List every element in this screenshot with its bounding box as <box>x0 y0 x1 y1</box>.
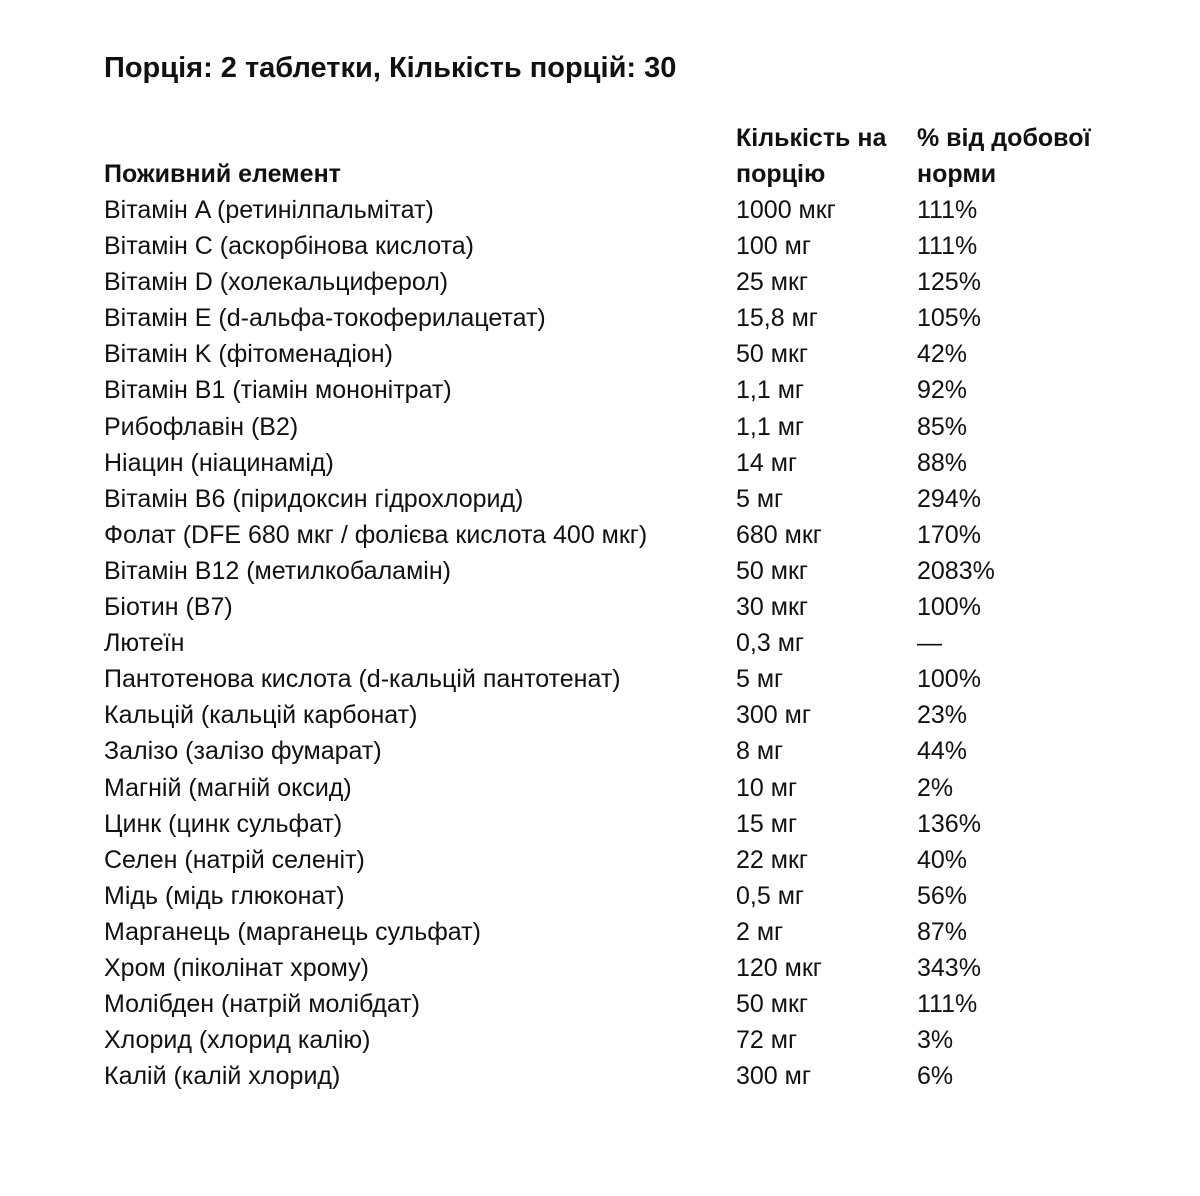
table-row <box>104 372 1164 408</box>
nutrient-name: Біотин (B7) <box>104 593 233 622</box>
daily-value-percent: 85% <box>917 412 968 441</box>
nutrient-name: Пантотенова кислота (d-кальцій пантотенат) <box>104 665 621 694</box>
nutrient-name: Вітамін B12 (метилкобаламін) <box>104 556 451 585</box>
amount-per-serving: 1,1 мг <box>736 376 805 405</box>
amount-per-serving: 10 мг <box>736 773 798 802</box>
daily-value-percent: 56% <box>917 881 968 910</box>
table-row <box>104 445 1164 481</box>
daily-value-percent: 294% <box>917 484 981 513</box>
table-row <box>104 1058 1164 1094</box>
amount-per-serving: 2 мг <box>736 917 784 946</box>
daily-value-percent: 136% <box>917 809 981 838</box>
amount-per-serving: 0,3 мг <box>736 629 805 658</box>
daily-value-percent: 42% <box>917 340 968 369</box>
nutrient-name: Лютеїн <box>104 629 185 658</box>
daily-value-percent: 111% <box>917 232 978 261</box>
table-row <box>104 806 1164 842</box>
nutrient-name: Марганець (марганець сульфат) <box>104 917 481 946</box>
amount-per-serving: 300 мг <box>736 701 811 730</box>
amount-per-serving: 1000 мкг <box>736 196 836 224</box>
amount-per-serving: 5 мг <box>736 484 784 513</box>
amount-per-serving: 15,8 мг <box>736 304 818 333</box>
amount-per-serving: 1,1 мг <box>736 412 805 441</box>
table-row <box>104 336 1164 372</box>
header-nutrient: Поживний елемент <box>104 160 341 188</box>
nutrient-name: Залізо (залізо фумарат) <box>104 737 382 766</box>
daily-value-percent: 105% <box>917 304 981 333</box>
amount-per-serving: 25 мкг <box>736 268 808 297</box>
amount-per-serving: 14 мг <box>736 448 798 477</box>
nutrient-name: Вітамін B1 (тіамін мононітрат) <box>104 376 452 405</box>
amount-per-serving: 15 мг <box>736 809 798 838</box>
daily-value-percent: 170% <box>917 520 981 549</box>
table-row <box>104 661 1164 697</box>
daily-value-percent: 23% <box>917 701 968 730</box>
nutrient-name: Молібден (натрій молібдат) <box>104 990 420 1019</box>
serving-title: Порція: 2 таблетки, Кількість порцій: 30 <box>104 52 677 84</box>
table-row <box>104 589 1164 625</box>
table-row <box>104 878 1164 914</box>
amount-per-serving: 72 мг <box>736 1026 798 1055</box>
daily-value-percent: 343% <box>917 953 981 982</box>
nutrient-name: Ніацин (ніацинамід) <box>104 448 334 477</box>
nutrient-name: Рибофлавін (B2) <box>104 412 299 441</box>
nutrient-name: Калій (калій хлорид) <box>104 1062 341 1091</box>
header-amount: Кількість на порцію <box>736 124 887 188</box>
nutrient-name: Мідь (мідь глюконат) <box>104 881 345 910</box>
daily-value-percent: 2083% <box>917 556 995 585</box>
daily-value-percent: 100% <box>917 665 981 694</box>
amount-per-serving: 50 мкг <box>736 990 808 1019</box>
daily-value-percent: 87% <box>917 917 968 946</box>
table-row <box>104 950 1164 986</box>
table-row <box>104 733 1164 769</box>
nutrient-name: Селен (натрій селеніт) <box>104 845 365 874</box>
nutrient-name: Фолат (DFE 680 мкг / фолієва кислота 400 мкг) <box>104 520 648 549</box>
nutrient-name: Вітамін E (d-альфа-токоферилацетат) <box>104 304 546 333</box>
amount-per-serving: 0,5 мг <box>736 881 805 910</box>
table-row <box>104 625 1164 661</box>
amount-per-serving: 120 мкг <box>736 953 822 982</box>
nutrient-name: Хром (піколінат хрому) <box>104 953 369 982</box>
daily-value-percent: 40% <box>917 845 968 874</box>
header-daily-value: % від добової норми <box>917 124 1091 188</box>
table-row <box>104 517 1164 553</box>
nutrient-name: Вітамін B6 (піридоксин гідрохлорид) <box>104 484 524 513</box>
amount-per-serving: 8 мг <box>736 737 784 766</box>
table-row <box>104 192 1164 228</box>
amount-per-serving: 5 мг <box>736 665 784 694</box>
daily-value-percent: 100% <box>917 593 981 622</box>
table-row <box>104 553 1164 589</box>
amount-per-serving: 300 мг <box>736 1062 811 1091</box>
table-row <box>104 264 1164 300</box>
table-header <box>104 120 1164 192</box>
table-row <box>104 1022 1164 1058</box>
nutrient-name: Вітамін K (фітоменадіон) <box>104 340 393 369</box>
table-row <box>104 300 1164 336</box>
nutrient-name: Кальцій (кальцій карбонат) <box>104 701 418 730</box>
nutrient-name: Цинк (цинк сульфат) <box>104 809 343 838</box>
daily-value-percent: 44% <box>917 737 968 766</box>
nutrient-name: Магній (магній оксид) <box>104 773 352 802</box>
daily-value-percent: 125% <box>917 268 981 297</box>
daily-value-percent: 111% <box>917 196 978 224</box>
table-row <box>104 914 1164 950</box>
nutrient-name: Вітамін D (холекальциферол) <box>104 268 449 297</box>
amount-per-serving: 30 мкг <box>736 593 808 622</box>
amount-per-serving: 50 мкг <box>736 556 808 585</box>
nutrient-name: Вітамін C (аскорбінова кислота) <box>104 232 475 261</box>
daily-value-percent: 3% <box>917 1026 954 1055</box>
table-row <box>104 228 1164 264</box>
nutrient-name: Хлорид (хлорид калію) <box>104 1026 371 1055</box>
table-row <box>104 697 1164 733</box>
amount-per-serving: 100 мг <box>736 232 811 261</box>
table-row <box>104 409 1164 445</box>
nutrition-facts-table <box>104 120 1164 1094</box>
daily-value-percent: 111% <box>917 990 978 1019</box>
table-row <box>104 770 1164 806</box>
amount-per-serving: 50 мкг <box>736 340 808 369</box>
amount-per-serving: 680 мкг <box>736 520 822 549</box>
nutrient-name: Вітамін A (ретинілпальмітат) <box>104 196 434 224</box>
table-row <box>104 842 1164 878</box>
amount-per-serving: 22 мкг <box>736 845 808 874</box>
table-body <box>104 192 1164 1094</box>
table-row <box>104 986 1164 1022</box>
daily-value-percent: 6% <box>917 1062 954 1091</box>
daily-value-percent: 88% <box>917 448 968 477</box>
daily-value-percent: 92% <box>917 376 968 405</box>
table-row <box>104 481 1164 517</box>
daily-value-percent: 2% <box>917 773 954 802</box>
daily-value-percent: — <box>917 629 942 658</box>
